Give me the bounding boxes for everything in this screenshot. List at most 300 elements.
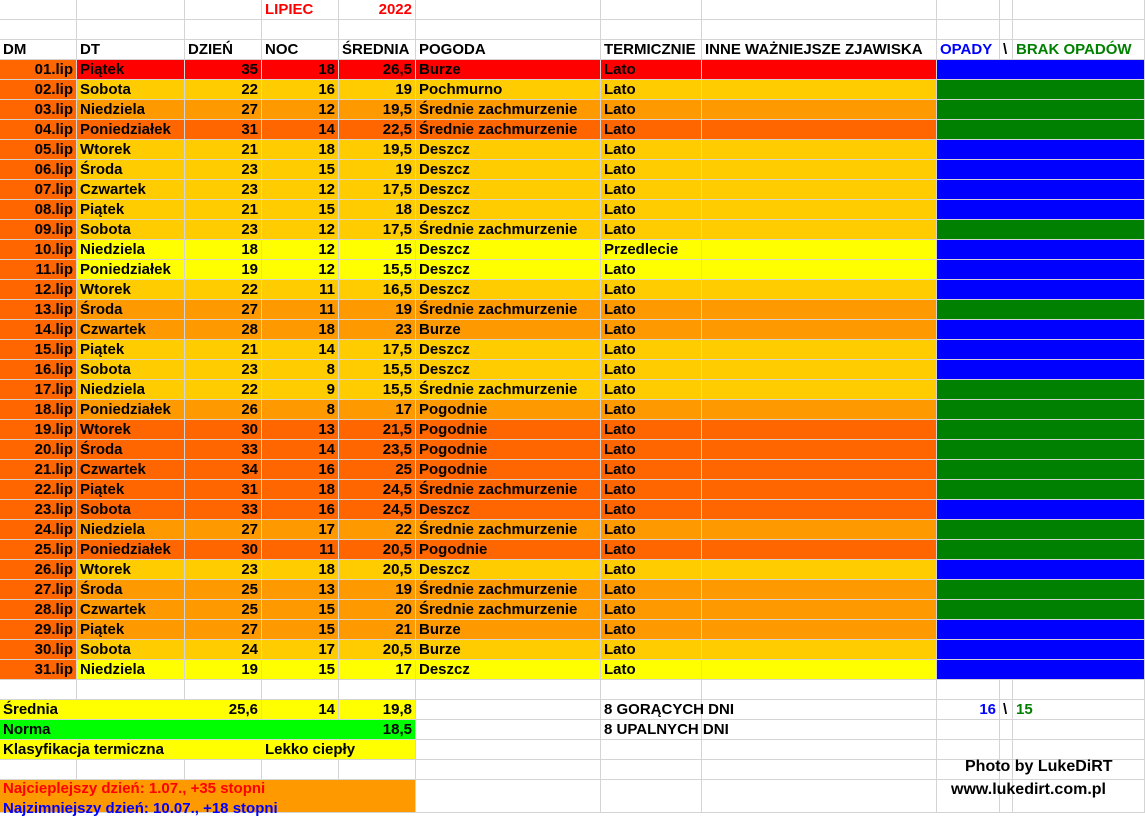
precip-indicator — [937, 560, 1145, 580]
header-dm: DM — [0, 40, 77, 60]
row-day-temp: 23 — [185, 360, 262, 380]
header-noc: NOC — [262, 40, 339, 60]
row-date: 29.lip — [0, 620, 77, 640]
summary-hot-days: 8 GORĄCYCH DNI — [601, 700, 937, 720]
row-date: 12.lip — [0, 280, 77, 300]
empty-cell — [702, 780, 937, 813]
empty-cell — [77, 760, 185, 780]
row-night-temp: 13 — [262, 420, 339, 440]
empty-cell — [0, 760, 77, 780]
row-thermal: Lato — [601, 140, 702, 160]
dry-indicator — [937, 480, 1145, 500]
row-thermal: Lato — [601, 440, 702, 460]
row-weekday: Wtorek — [77, 560, 185, 580]
row-weekday: Niedziela — [77, 240, 185, 260]
row-other — [702, 340, 937, 360]
empty-cell — [77, 0, 185, 20]
row-avg-temp: 22 — [339, 520, 416, 540]
row-weekday: Środa — [77, 440, 185, 460]
row-other — [702, 360, 937, 380]
dry-indicator — [937, 300, 1145, 320]
empty-cell — [601, 760, 702, 780]
empty-cell — [1000, 680, 1013, 700]
row-night-temp: 15 — [262, 600, 339, 620]
row-other — [702, 380, 937, 400]
row-night-temp: 11 — [262, 300, 339, 320]
row-day-temp: 18 — [185, 240, 262, 260]
row-date: 06.lip — [0, 160, 77, 180]
row-night-temp: 18 — [262, 320, 339, 340]
row-avg-temp: 24,5 — [339, 480, 416, 500]
row-date: 09.lip — [0, 220, 77, 240]
empty-cell — [702, 760, 937, 780]
warmest-day: Najcieplejszy dzień: 1.07., +35 stopni — [3, 780, 266, 797]
empty-cell — [416, 0, 601, 20]
row-weekday: Niedziela — [77, 380, 185, 400]
empty-cell — [339, 20, 416, 40]
row-thermal: Lato — [601, 380, 702, 400]
row-weekday: Sobota — [77, 500, 185, 520]
empty-cell — [185, 20, 262, 40]
row-weekday: Środa — [77, 160, 185, 180]
empty-cell — [0, 680, 77, 700]
row-thermal: Lato — [601, 400, 702, 420]
empty-cell — [185, 0, 262, 20]
row-day-temp: 27 — [185, 300, 262, 320]
row-date: 05.lip — [0, 140, 77, 160]
row-other — [702, 140, 937, 160]
empty-cell — [937, 680, 1000, 700]
row-weekday: Sobota — [77, 640, 185, 660]
row-weekday: Poniedziałek — [77, 260, 185, 280]
row-date: 08.lip — [0, 200, 77, 220]
empty-cell — [1000, 0, 1013, 20]
row-night-temp: 14 — [262, 120, 339, 140]
row-avg-temp: 19 — [339, 580, 416, 600]
row-weather: Burze — [416, 620, 601, 640]
header-srednia: ŚREDNIA — [339, 40, 416, 60]
precip-indicator — [937, 340, 1145, 360]
row-avg-temp: 19 — [339, 80, 416, 100]
row-thermal: Lato — [601, 360, 702, 380]
header-pogoda: POGODA — [416, 40, 601, 60]
row-weekday: Wtorek — [77, 140, 185, 160]
row-weather: Średnie zachmurzenie — [416, 520, 601, 540]
empty-cell — [262, 20, 339, 40]
row-avg-temp: 17 — [339, 660, 416, 680]
row-other — [702, 260, 937, 280]
row-thermal: Lato — [601, 480, 702, 500]
row-other — [702, 540, 937, 560]
row-date: 25.lip — [0, 540, 77, 560]
row-weather: Pogodnie — [416, 420, 601, 440]
row-thermal: Lato — [601, 420, 702, 440]
row-thermal: Lato — [601, 540, 702, 560]
empty-cell — [1000, 20, 1013, 40]
row-date: 19.lip — [0, 420, 77, 440]
precip-indicator — [937, 60, 1145, 80]
month-title: LIPIEC — [262, 0, 339, 20]
row-weather: Burze — [416, 640, 601, 660]
row-thermal: Lato — [601, 120, 702, 140]
row-avg-temp: 19 — [339, 160, 416, 180]
row-night-temp: 16 — [262, 80, 339, 100]
row-weather: Deszcz — [416, 560, 601, 580]
row-weekday: Czwartek — [77, 460, 185, 480]
empty-cell — [339, 760, 416, 780]
row-avg-temp: 23 — [339, 320, 416, 340]
row-avg-temp: 21,5 — [339, 420, 416, 440]
row-other — [702, 120, 937, 140]
row-avg-temp: 15,5 — [339, 260, 416, 280]
summary-scorching-days: 8 UPALNYCH DNI — [601, 720, 937, 740]
row-night-temp: 12 — [262, 220, 339, 240]
empty-cell — [601, 680, 702, 700]
precip-indicator — [937, 260, 1145, 280]
row-other — [702, 280, 937, 300]
summary-separator: \ — [1000, 700, 1013, 720]
row-avg-temp: 15 — [339, 240, 416, 260]
row-avg-temp: 15,5 — [339, 380, 416, 400]
row-day-temp: 21 — [185, 200, 262, 220]
row-thermal: Lato — [601, 640, 702, 660]
row-weather: Deszcz — [416, 500, 601, 520]
row-weekday: Poniedziałek — [77, 120, 185, 140]
row-night-temp: 12 — [262, 100, 339, 120]
row-day-temp: 33 — [185, 440, 262, 460]
row-weather: Deszcz — [416, 140, 601, 160]
row-day-temp: 31 — [185, 120, 262, 140]
row-other — [702, 100, 937, 120]
dry-indicator — [937, 100, 1145, 120]
row-other — [702, 460, 937, 480]
row-weather: Deszcz — [416, 160, 601, 180]
empty-cell — [416, 760, 601, 780]
row-day-temp: 34 — [185, 460, 262, 480]
row-weekday: Sobota — [77, 360, 185, 380]
row-day-temp: 23 — [185, 160, 262, 180]
dry-indicator — [937, 80, 1145, 100]
row-weekday: Piątek — [77, 620, 185, 640]
row-other — [702, 240, 937, 260]
dry-indicator — [937, 460, 1145, 480]
dry-indicator — [937, 600, 1145, 620]
row-day-temp: 25 — [185, 600, 262, 620]
row-thermal: Przedlecie — [601, 240, 702, 260]
row-night-temp: 13 — [262, 580, 339, 600]
row-day-temp: 23 — [185, 220, 262, 240]
dry-indicator — [937, 380, 1145, 400]
empty-cell — [601, 20, 702, 40]
row-date: 14.lip — [0, 320, 77, 340]
row-day-temp: 27 — [185, 100, 262, 120]
row-avg-temp: 16,5 — [339, 280, 416, 300]
row-night-temp: 15 — [262, 160, 339, 180]
row-other — [702, 180, 937, 200]
row-thermal: Lato — [601, 320, 702, 340]
dry-indicator — [937, 520, 1145, 540]
row-weekday: Sobota — [77, 80, 185, 100]
summary-norm-value: 18,5 — [339, 720, 416, 740]
row-date: 03.lip — [0, 100, 77, 120]
row-night-temp: 12 — [262, 180, 339, 200]
row-day-temp: 30 — [185, 540, 262, 560]
summary-avg-night: 14 — [262, 700, 339, 720]
empty-cell — [185, 760, 262, 780]
row-avg-temp: 20 — [339, 600, 416, 620]
row-thermal: Lato — [601, 60, 702, 80]
precip-indicator — [937, 280, 1145, 300]
precip-indicator — [937, 200, 1145, 220]
row-day-temp: 23 — [185, 180, 262, 200]
row-weather: Deszcz — [416, 200, 601, 220]
extremes-block — [0, 780, 416, 817]
empty-cell — [262, 760, 339, 780]
row-weather: Burze — [416, 320, 601, 340]
empty-cell — [1013, 680, 1145, 700]
row-weather: Pogodnie — [416, 460, 601, 480]
row-day-temp: 33 — [185, 500, 262, 520]
row-thermal: Lato — [601, 340, 702, 360]
row-avg-temp: 24,5 — [339, 500, 416, 520]
row-day-temp: 31 — [185, 480, 262, 500]
row-weather: Pogodnie — [416, 440, 601, 460]
row-date: 23.lip — [0, 500, 77, 520]
row-date: 28.lip — [0, 600, 77, 620]
row-night-temp: 17 — [262, 520, 339, 540]
row-weather: Deszcz — [416, 180, 601, 200]
row-day-temp: 23 — [185, 560, 262, 580]
row-weather: Deszcz — [416, 280, 601, 300]
header-opady: OPADY — [937, 40, 1000, 60]
row-thermal: Lato — [601, 200, 702, 220]
row-weather: Burze — [416, 60, 601, 80]
empty-cell — [416, 700, 601, 720]
dry-indicator — [937, 540, 1145, 560]
row-weather: Średnie zachmurzenie — [416, 100, 601, 120]
row-night-temp: 16 — [262, 460, 339, 480]
row-avg-temp: 26,5 — [339, 60, 416, 80]
header-dzien: DZIEŃ — [185, 40, 262, 60]
row-other — [702, 520, 937, 540]
row-avg-temp: 17 — [339, 400, 416, 420]
dry-indicator — [937, 220, 1145, 240]
dry-indicator — [937, 580, 1145, 600]
row-day-temp: 26 — [185, 400, 262, 420]
year-title: 2022 — [339, 0, 416, 20]
summary-avg-label: Średnia — [0, 700, 185, 720]
summary-rain-days: 16 — [937, 700, 1000, 720]
row-weather: Średnie zachmurzenie — [416, 380, 601, 400]
empty-cell — [702, 740, 937, 760]
row-weekday: Piątek — [77, 60, 185, 80]
row-date: 24.lip — [0, 520, 77, 540]
row-thermal: Lato — [601, 500, 702, 520]
row-weekday: Niedziela — [77, 520, 185, 540]
row-day-temp: 21 — [185, 140, 262, 160]
dry-indicator — [937, 120, 1145, 140]
row-other — [702, 420, 937, 440]
empty-cell — [937, 0, 1000, 20]
row-day-temp: 27 — [185, 520, 262, 540]
empty-cell — [1000, 740, 1013, 760]
row-weather: Średnie zachmurzenie — [416, 580, 601, 600]
empty-cell — [1013, 0, 1145, 20]
empty-cell — [0, 20, 77, 40]
row-weather: Średnie zachmurzenie — [416, 600, 601, 620]
row-night-temp: 12 — [262, 240, 339, 260]
row-weather: Deszcz — [416, 240, 601, 260]
row-weekday: Czwartek — [77, 600, 185, 620]
row-avg-temp: 23,5 — [339, 440, 416, 460]
empty-cell — [416, 720, 601, 740]
coldest-day: Najzimniejszy dzień: 10.07., +18 stopni — [3, 800, 278, 817]
row-weekday: Czwartek — [77, 180, 185, 200]
row-weather: Pogodnie — [416, 540, 601, 560]
precip-indicator — [937, 360, 1145, 380]
row-date: 26.lip — [0, 560, 77, 580]
row-avg-temp: 20,5 — [339, 640, 416, 660]
row-weather: Pogodnie — [416, 400, 601, 420]
row-other — [702, 320, 937, 340]
row-other — [702, 400, 937, 420]
row-day-temp: 24 — [185, 640, 262, 660]
empty-cell — [601, 0, 702, 20]
empty-cell — [77, 680, 185, 700]
row-date: 20.lip — [0, 440, 77, 460]
precip-indicator — [937, 620, 1145, 640]
row-date: 01.lip — [0, 60, 77, 80]
row-weekday: Sobota — [77, 220, 185, 240]
row-date: 07.lip — [0, 180, 77, 200]
row-night-temp: 18 — [262, 140, 339, 160]
row-day-temp: 19 — [185, 260, 262, 280]
precip-indicator — [937, 500, 1145, 520]
row-weekday: Środa — [77, 580, 185, 600]
row-other — [702, 220, 937, 240]
row-weekday: Czwartek — [77, 320, 185, 340]
summary-norm-label: Norma — [0, 720, 339, 740]
row-date: 30.lip — [0, 640, 77, 660]
row-thermal: Lato — [601, 100, 702, 120]
row-other — [702, 620, 937, 640]
row-day-temp: 28 — [185, 320, 262, 340]
dry-indicator — [937, 440, 1145, 460]
row-weekday: Piątek — [77, 480, 185, 500]
row-weekday: Piątek — [77, 200, 185, 220]
row-date: 04.lip — [0, 120, 77, 140]
row-other — [702, 80, 937, 100]
row-night-temp: 14 — [262, 440, 339, 460]
summary-class-label: Klasyfikacja termiczna — [0, 740, 262, 760]
row-weather: Deszcz — [416, 660, 601, 680]
empty-cell — [937, 720, 1000, 740]
row-night-temp: 9 — [262, 380, 339, 400]
empty-cell — [416, 20, 601, 40]
row-weather: Średnie zachmurzenie — [416, 120, 601, 140]
row-weather: Deszcz — [416, 360, 601, 380]
empty-cell — [416, 780, 601, 813]
empty-cell — [601, 780, 702, 813]
empty-cell — [262, 680, 339, 700]
row-night-temp: 16 — [262, 500, 339, 520]
row-thermal: Lato — [601, 180, 702, 200]
row-night-temp: 18 — [262, 60, 339, 80]
row-avg-temp: 17,5 — [339, 180, 416, 200]
empty-cell — [77, 20, 185, 40]
row-night-temp: 11 — [262, 280, 339, 300]
row-date: 02.lip — [0, 80, 77, 100]
row-weather: Deszcz — [416, 340, 601, 360]
empty-cell — [1013, 720, 1145, 740]
header-termicznie: TERMICZNIE — [601, 40, 702, 60]
empty-cell — [937, 20, 1000, 40]
row-other — [702, 160, 937, 180]
row-thermal: Lato — [601, 560, 702, 580]
credit-photo: Photo by LukeDiRT — [965, 758, 1113, 775]
empty-cell — [702, 20, 937, 40]
precip-indicator — [937, 640, 1145, 660]
row-avg-temp: 21 — [339, 620, 416, 640]
row-day-temp: 35 — [185, 60, 262, 80]
row-day-temp: 22 — [185, 380, 262, 400]
row-avg-temp: 19 — [339, 300, 416, 320]
row-avg-temp: 25 — [339, 460, 416, 480]
row-night-temp: 12 — [262, 260, 339, 280]
row-other — [702, 640, 937, 660]
row-avg-temp: 20,5 — [339, 540, 416, 560]
row-avg-temp: 15,5 — [339, 360, 416, 380]
summary-avg-mean: 19,8 — [339, 700, 416, 720]
row-date: 10.lip — [0, 240, 77, 260]
header-brak-opadow: BRAK OPADÓW — [1013, 40, 1145, 60]
row-thermal: Lato — [601, 160, 702, 180]
empty-cell — [937, 740, 1000, 760]
row-avg-temp: 20,5 — [339, 560, 416, 580]
header-inne: INNE WAŻNIEJSZE ZJAWISKA — [702, 40, 937, 60]
empty-cell — [1000, 720, 1013, 740]
row-night-temp: 11 — [262, 540, 339, 560]
row-weekday: Środa — [77, 300, 185, 320]
row-day-temp: 21 — [185, 340, 262, 360]
row-night-temp: 14 — [262, 340, 339, 360]
row-other — [702, 560, 937, 580]
row-date: 21.lip — [0, 460, 77, 480]
precip-indicator — [937, 160, 1145, 180]
row-date: 16.lip — [0, 360, 77, 380]
empty-cell — [1013, 20, 1145, 40]
row-date: 31.lip — [0, 660, 77, 680]
row-thermal: Lato — [601, 520, 702, 540]
row-thermal: Lato — [601, 620, 702, 640]
row-thermal: Lato — [601, 580, 702, 600]
empty-cell — [702, 0, 937, 20]
summary-dry-days: 15 — [1013, 700, 1145, 720]
row-night-temp: 15 — [262, 200, 339, 220]
row-other — [702, 200, 937, 220]
summary-class-value: Lekko ciepły — [262, 740, 416, 760]
row-night-temp: 18 — [262, 480, 339, 500]
row-thermal: Lato — [601, 460, 702, 480]
row-other — [702, 660, 937, 680]
empty-cell — [0, 0, 77, 20]
row-weekday: Wtorek — [77, 280, 185, 300]
empty-cell — [339, 680, 416, 700]
row-night-temp: 18 — [262, 560, 339, 580]
row-night-temp: 15 — [262, 660, 339, 680]
row-day-temp: 22 — [185, 280, 262, 300]
row-day-temp: 22 — [185, 80, 262, 100]
